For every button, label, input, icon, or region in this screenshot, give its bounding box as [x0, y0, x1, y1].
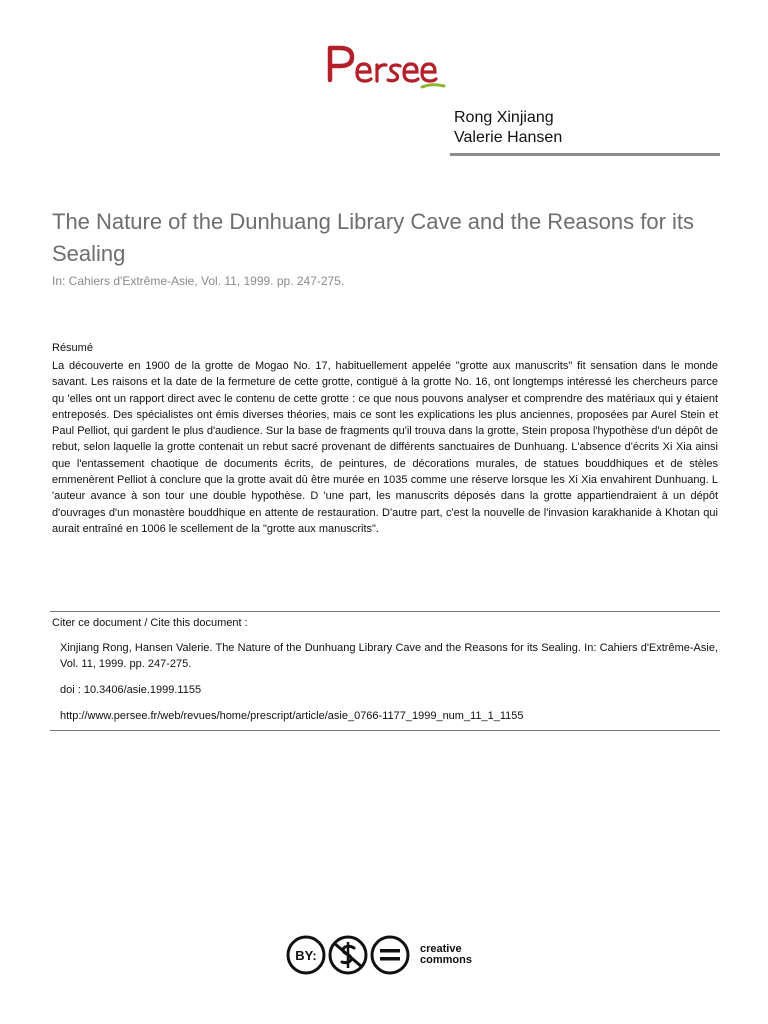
citation-doi: doi : 10.3406/asie.1999.1155	[60, 684, 202, 696]
citation-divider-bottom	[50, 730, 720, 731]
persee-logo-icon	[322, 42, 446, 92]
cc-by-label: BY:	[295, 948, 317, 963]
cc-by-icon	[288, 937, 324, 973]
author-divider	[450, 153, 720, 156]
citation-url[interactable]: http://www.persee.fr/web/revues/home/prescript/article/asie_0766-1177_1999_num_11_1_1155	[60, 710, 524, 722]
citation-label: Citer ce document / Cite this document :	[52, 617, 248, 629]
article-source: In: Cahiers d'Extrême-Asie, Vol. 11, 1999. pp. 247-275.	[52, 274, 345, 288]
cc-license-icons	[286, 935, 412, 975]
article-title: The Nature of the Dunhuang Library Cave and the Reasons for its Sealing	[52, 209, 695, 266]
cc-noncommercial-icon	[330, 937, 366, 973]
creative-commons-wordmark	[420, 944, 472, 966]
cc-wordmark-line2: commons	[420, 954, 472, 966]
citation-divider-top	[50, 611, 720, 612]
author-name: Rong Xinjiang	[454, 109, 554, 126]
cc-wordmark-line1: creative	[420, 943, 462, 955]
abstract-label: Résumé	[52, 342, 93, 354]
citation-reference: Xinjiang Rong, Hansen Valerie. The Nature of the Dunhuang Library Cave and the Reasons for its Sealing. In: Cahiers d'Extrême-Asie, Vol. 11, 1999. pp. 247-275.	[60, 642, 718, 670]
author-list	[454, 108, 562, 148]
abstract-text: La découverte en 1900 de la grotte de Mogao No. 17, habituellement appelée "grotte aux manuscrits" fit sensation dans le monde savant. Les raisons et la date de la fermeture de cette grotte, contiguë à la grotte No. 16, ont longtemps intéressé les chercheurs parce qu 'elles ont un rapport direct avec le contenu de cette grotte : ce que nous pouvons analyser et comprendre des matériaux qui y étaient entreposés. Des spécialistes ont émis diverses théories, mais ce sont les explications les plus anciennes, proposées par Aurel Stein et Paul Pelliot, qui gardent le plus d'audience. Sur la base de fragments qu'il trouva dans la grotte, Stein proposa l'hypothèse d'un dépôt de rebut, selon laquelle la grotte contenait un rebut sacré provenant de différents sanctuaires de Dunhuang. L'absence d'écrits Xi Xia ainsi que l'entassement chaotique de documents écrits, de peintures, de décorations murales, de statues bouddhiques et de stèles emmenèrent Pelliot à conclure que la grotte avait dû être murée en 1035 comme une réserve lorsque les Xi Xia envahirent Dunhuang. L 'auteur avance à son tour une double hypothèse. D 'une part, les manuscrits déposés dans la grotte appartiendraient à un dépôt d'ouvrages d'un monastère bouddhique en attente de restauration. D'autre part, c'est la nouvelle de l'invasion karakhanide à Khotan qui aurait entraîné en 1006 le scellement de la "grotte aux manuscrits".	[52, 360, 718, 535]
author-name: Valerie Hansen	[454, 129, 563, 146]
cc-noderivs-icon	[372, 937, 408, 973]
creative-commons-badge[interactable]	[286, 935, 472, 975]
